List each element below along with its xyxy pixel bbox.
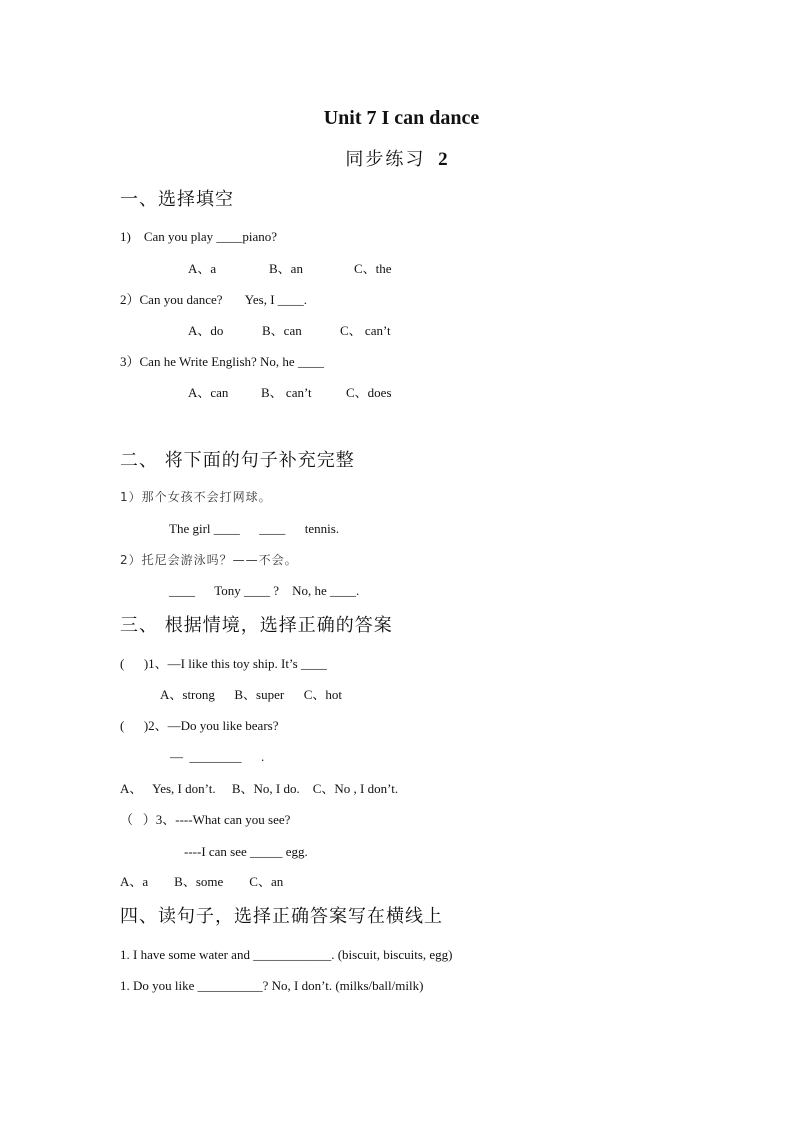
s1-question-3: 3）Can he Write English? No, he ____: [120, 354, 324, 369]
s1-question-1: 1) Can you play ____piano?: [120, 229, 278, 244]
s2-q1-chinese: 1）那个女孩不会打网球。: [120, 490, 272, 504]
s1-q3-option-c: C、does: [346, 385, 392, 400]
s3-question-2: ( )2、—Do you like bears?: [120, 718, 279, 733]
s1-q1-option-a: A、a: [188, 261, 217, 276]
section3-heading: 三、 根据情境，选择正确的答案: [120, 615, 393, 636]
s3-q2-options: A、 Yes, I don’t. B、No, I do. C、No , I don’t.: [120, 781, 399, 796]
page-title: Unit 7 I can dance: [323, 107, 480, 129]
s4-question-1: 1. I have some water and ____________. (biscuit, biscuits, egg): [120, 947, 453, 962]
subtitle-number: 2: [438, 149, 448, 170]
s1-q2-option-c: C、 can’t: [340, 323, 391, 338]
section4-heading: 四、读句子，选择正确答案写在横线上: [120, 906, 443, 927]
s2-q2-chinese: 2）托尼会游泳吗？——不会。: [120, 553, 298, 567]
s2-q1-english: The girl ____ ____ tennis.: [169, 521, 340, 536]
s1-q2-option-b: B、can: [262, 323, 302, 338]
s3-q3-options: A、a B、some C、an: [120, 874, 284, 889]
subtitle-cn: 同步练习: [345, 149, 426, 170]
s3-q1-options: A、strong B、super C、hot: [160, 687, 343, 702]
section2-heading: 二、 将下面的句子补充完整: [120, 450, 355, 471]
s3-q2-answer-blank: — ________ .: [170, 749, 265, 764]
s2-q2-english: ____ Tony ____ ? No, he ____.: [169, 583, 360, 598]
s1-q1-option-b: B、an: [269, 261, 303, 276]
s3-q3-line: ----I can see _____ egg.: [184, 844, 308, 859]
section1-heading: 一、选择填空: [120, 189, 234, 210]
s1-q3-option-b: B、 can’t: [261, 385, 312, 400]
page-subtitle: [0, 148, 793, 172]
s1-q3-option-a: A、can: [188, 385, 229, 400]
s3-question-3: （ ）3、----What can you see?: [120, 812, 291, 827]
s1-q1-option-c: C、the: [354, 261, 392, 276]
s3-question-1: ( )1、—I like this toy ship. It’s ____: [120, 656, 327, 671]
s1-q2-option-a: A、do: [188, 323, 224, 338]
s1-question-2: 2）Can you dance? Yes, I ____.: [120, 292, 308, 307]
s4-question-2: 1. Do you like __________? No, I don’t. (milks/ball/milk): [120, 978, 424, 993]
